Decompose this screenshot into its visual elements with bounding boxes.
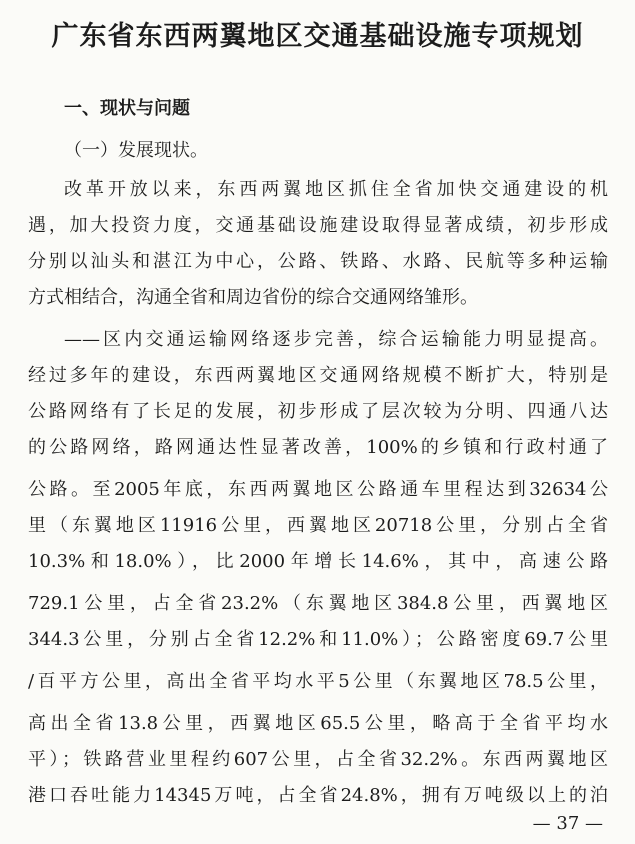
paragraph-line: 10.3%和18.0%），比2000年增长14.6%，其中，高速公路 — [28, 551, 608, 572]
paragraph-line: 高出全省13.8公里，西翼地区65.5公里，略高于全省平均水 — [28, 713, 608, 734]
page-number: — 37 — — [532, 813, 603, 834]
paragraph-line: 里（东翼地区11916公里，西翼地区20718公里，分别占全省 — [28, 515, 608, 536]
section-heading: 一、现状与问题 — [64, 98, 190, 119]
paragraph-line: 平）；铁路营业里程约607公里，占全省32.2%。东西两翼地区 — [28, 749, 608, 770]
document-title: 广东省东西两翼地区交通基础设施专项规划 — [51, 21, 584, 52]
paragraph-line: 改革开放以来，东西两翼地区抓住全省加快交通建设的机 — [64, 179, 608, 200]
paragraph-line: 的公路网络，路网通达性显著改善，100%的乡镇和行政村通了 — [28, 437, 608, 458]
paragraph-line: 公路网络有了长足的发展，初步形成了层次较为分明、四通八达 — [28, 401, 608, 422]
paragraph-line: 方式相结合，沟通全省和周边省份的综合交通网络雏形。 — [28, 287, 478, 308]
paragraph-line: 遇，加大投资力度，交通基础设施建设取得显著成绩，初步形成 — [28, 215, 608, 236]
paragraph-line: 经过多年的建设，东西两翼地区交通网络规模不断扩大，特别是 — [28, 365, 608, 386]
subsection-heading: （一）发展现状。 — [64, 140, 208, 161]
paragraph-line: 729.1公里，占全省23.2%（东翼地区384.8公里，西翼地区 — [28, 593, 608, 614]
paragraph-line: /百平方公里，高出全省平均水平5公里（东翼地区78.5公里， — [28, 671, 608, 692]
paragraph-line: ——区内交通运输网络逐步完善，综合运输能力明显提高。 — [64, 329, 608, 350]
paragraph-line: 公路。至2005年底，东西两翼地区公路通车里程达到32634公 — [28, 479, 608, 500]
paragraph-line: 344.3公里，分别占全省12.2%和11.0%）；公路密度69.7公里 — [28, 629, 608, 650]
paragraph-line: 分别以汕头和湛江为中心，公路、铁路、水路、民航等多种运输 — [28, 251, 608, 272]
paragraph-line: 港口吞吐能力14345万吨，占全省24.8%，拥有万吨级以上的泊 — [28, 785, 608, 806]
